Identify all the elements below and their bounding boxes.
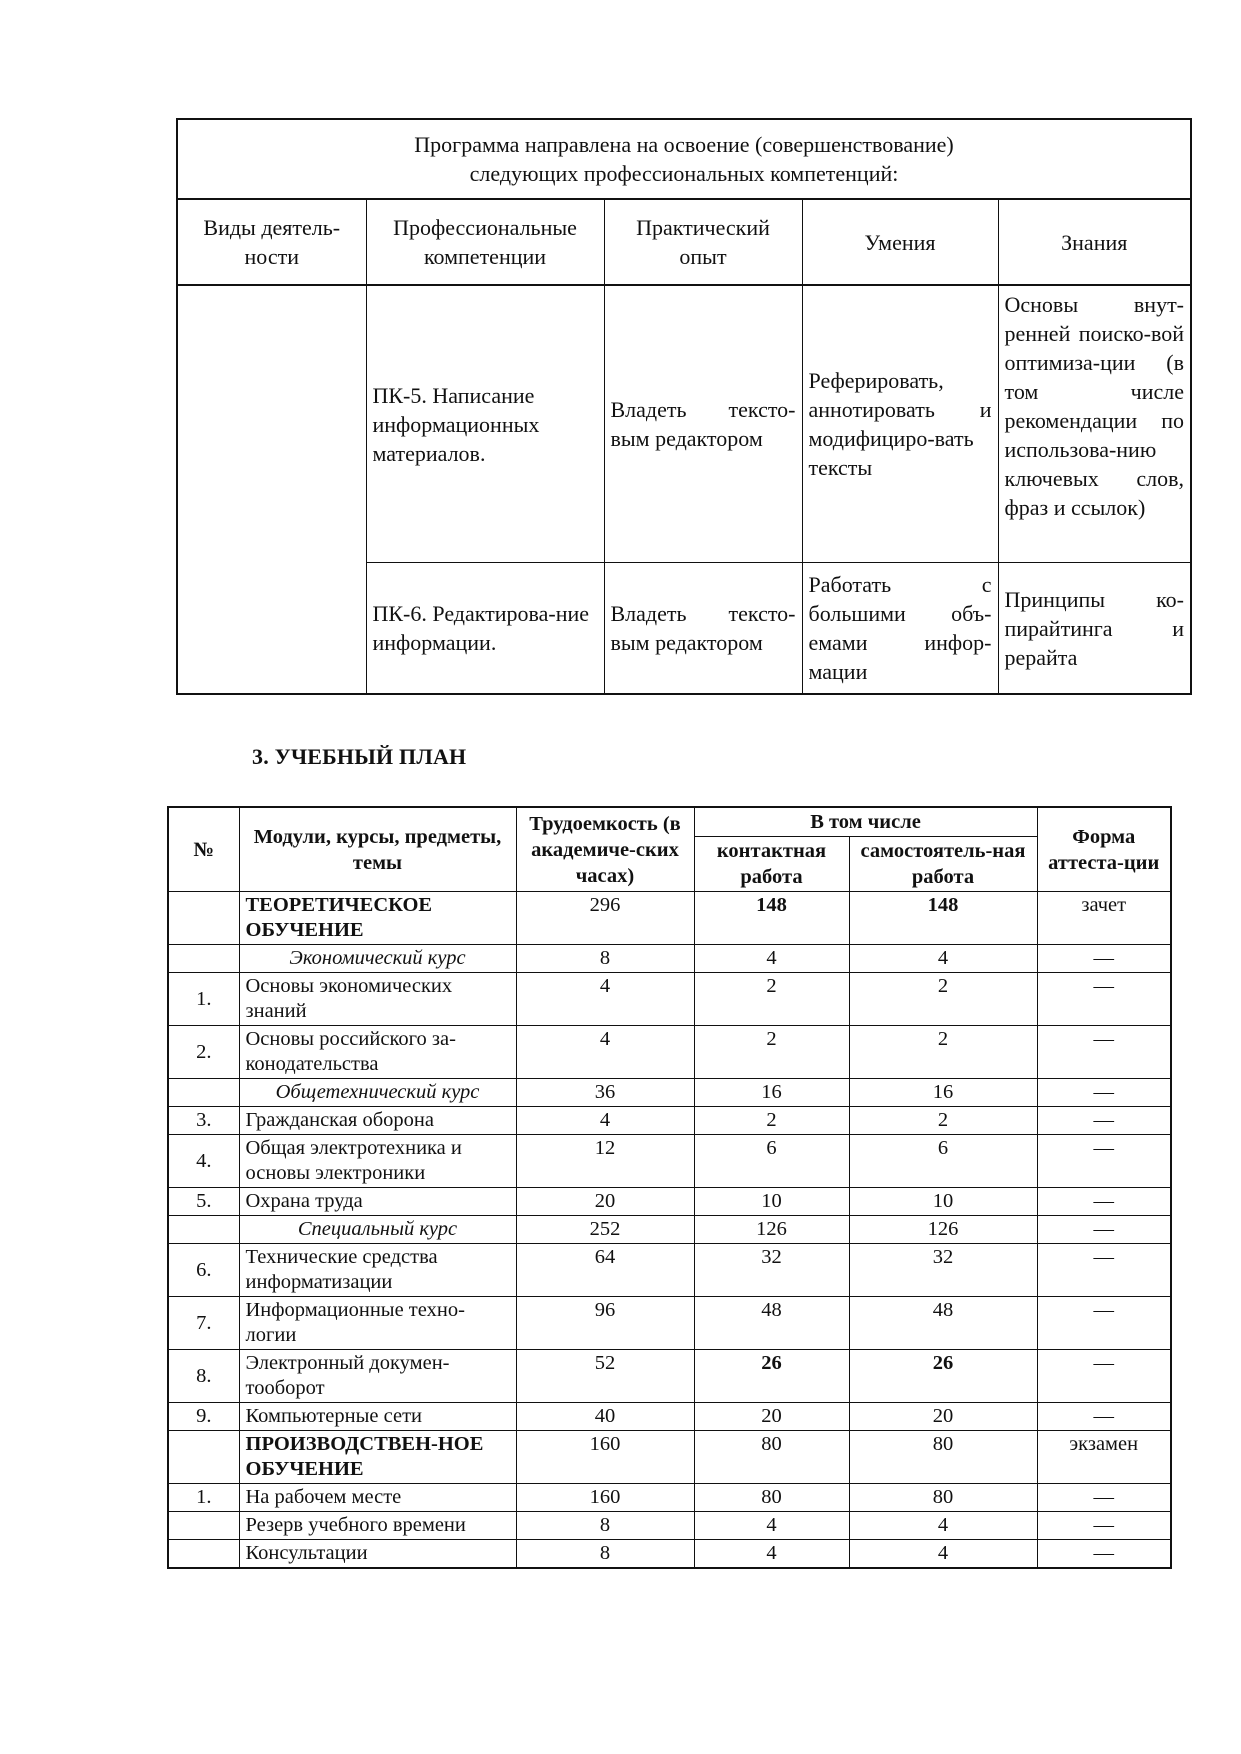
row-number bbox=[168, 892, 239, 945]
experience-cell: Владеть тексто-вым редактором bbox=[604, 563, 802, 695]
subject-row bbox=[168, 1403, 1171, 1431]
row-contact-hours: 2 bbox=[694, 1107, 849, 1135]
row-name: Охрана труда bbox=[239, 1188, 516, 1216]
row-name: Специальный курс bbox=[239, 1216, 516, 1244]
header-modules: Модули, курсы, предметы, темы bbox=[239, 807, 516, 892]
row-number: 4. bbox=[168, 1135, 239, 1188]
knowledge-cell: Принципы ко-пирайтинга и рерайта bbox=[998, 563, 1191, 695]
competence-cell: ПК-5. Написание информационных материалов. bbox=[366, 285, 604, 563]
row-attestation-form: — bbox=[1037, 1079, 1171, 1107]
row-name: Электронный докумен-тооборот bbox=[239, 1350, 516, 1403]
row-name: ТЕОРЕТИЧЕСКОЕ ОБУЧЕНИЕ bbox=[239, 892, 516, 945]
subject-row bbox=[168, 973, 1171, 1026]
row-contact-hours: 2 bbox=[694, 973, 849, 1026]
row-independent-hours: 148 bbox=[849, 892, 1037, 945]
header-independent-work: самостоятель-ная работа bbox=[849, 837, 1037, 892]
row-hours: 8 bbox=[516, 1540, 694, 1569]
row-number: 7. bbox=[168, 1297, 239, 1350]
header-contact-work: контактная работа bbox=[694, 837, 849, 892]
section-title: 3. УЧЕБНЫЙ ПЛАН bbox=[252, 744, 467, 769]
header-skills: Умения bbox=[802, 199, 998, 285]
row-number: 1. bbox=[168, 1484, 239, 1512]
row-hours: 64 bbox=[516, 1244, 694, 1297]
row-name: Общая электротехника и основы электроники bbox=[239, 1135, 516, 1188]
row-attestation-form: — bbox=[1037, 1188, 1171, 1216]
knowledge-cell: Основы внут-ренней поиско-вой оптимиза-ции (в том числе рекомендации по использова-нию ключевых слов, фраз и ссылок) bbox=[998, 285, 1191, 563]
row-contact-hours: 20 bbox=[694, 1403, 849, 1431]
row-attestation-form: — bbox=[1037, 1540, 1171, 1569]
row-attestation-form: — bbox=[1037, 945, 1171, 973]
row-name: Консультации bbox=[239, 1540, 516, 1569]
row-hours: 160 bbox=[516, 1431, 694, 1484]
row-hours: 96 bbox=[516, 1297, 694, 1350]
row-attestation-form: — bbox=[1037, 1216, 1171, 1244]
row-hours: 252 bbox=[516, 1216, 694, 1244]
row-independent-hours: 80 bbox=[849, 1484, 1037, 1512]
activity-cell bbox=[177, 285, 366, 694]
row-attestation-form: — bbox=[1037, 1297, 1171, 1350]
row-hours: 8 bbox=[516, 1512, 694, 1540]
subject-row bbox=[168, 1188, 1171, 1216]
row-name: На рабочем месте bbox=[239, 1484, 516, 1512]
study-plan-body bbox=[168, 892, 1171, 1569]
row-contact-hours: 6 bbox=[694, 1135, 849, 1188]
competencies-table bbox=[176, 118, 1192, 695]
row-number bbox=[168, 945, 239, 973]
row-independent-hours: 2 bbox=[849, 973, 1037, 1026]
header-hours: Трудоемкость (в академиче-ских часах) bbox=[516, 807, 694, 892]
row-hours: 40 bbox=[516, 1403, 694, 1431]
competencies-title-line2: следующих профессиональных компетенций: bbox=[469, 161, 899, 186]
row-number: 2. bbox=[168, 1026, 239, 1079]
subject-row bbox=[168, 1540, 1171, 1569]
row-hours: 12 bbox=[516, 1135, 694, 1188]
row-number bbox=[168, 1079, 239, 1107]
course-row bbox=[168, 945, 1171, 973]
row-contact-hours: 10 bbox=[694, 1188, 849, 1216]
row-independent-hours: 126 bbox=[849, 1216, 1037, 1244]
header-attestation: Форма аттеста-ции bbox=[1037, 807, 1171, 892]
row-contact-hours: 4 bbox=[694, 945, 849, 973]
row-hours: 4 bbox=[516, 973, 694, 1026]
row-name: Компьютерные сети bbox=[239, 1403, 516, 1431]
course-row bbox=[168, 1079, 1171, 1107]
competencies-title-line1: Программа направлена на освоение (совершенствование) bbox=[414, 132, 954, 157]
row-hours: 52 bbox=[516, 1350, 694, 1403]
row-attestation-form: — bbox=[1037, 973, 1171, 1026]
row-hours: 4 bbox=[516, 1026, 694, 1079]
row-hours: 8 bbox=[516, 945, 694, 973]
section-row bbox=[168, 1431, 1171, 1484]
row-hours: 36 bbox=[516, 1079, 694, 1107]
subject-row bbox=[168, 1135, 1171, 1188]
subject-row bbox=[168, 1026, 1171, 1079]
row-number: 5. bbox=[168, 1188, 239, 1216]
row-independent-hours: 10 bbox=[849, 1188, 1037, 1216]
row-independent-hours: 26 bbox=[849, 1350, 1037, 1403]
row-number bbox=[168, 1431, 239, 1484]
row-contact-hours: 80 bbox=[694, 1484, 849, 1512]
row-contact-hours: 16 bbox=[694, 1079, 849, 1107]
row-contact-hours: 2 bbox=[694, 1026, 849, 1079]
section-row bbox=[168, 892, 1171, 945]
row-name: Общетехнический курс bbox=[239, 1079, 516, 1107]
subject-row bbox=[168, 1244, 1171, 1297]
header-practical-experience: Практический опыт bbox=[604, 199, 802, 285]
row-independent-hours: 80 bbox=[849, 1431, 1037, 1484]
subject-row bbox=[168, 1297, 1171, 1350]
row-number: 1. bbox=[168, 973, 239, 1026]
row-name: Информационные техно-логии bbox=[239, 1297, 516, 1350]
row-hours: 20 bbox=[516, 1188, 694, 1216]
row-independent-hours: 2 bbox=[849, 1107, 1037, 1135]
row-attestation-form: — bbox=[1037, 1350, 1171, 1403]
competency-row bbox=[177, 285, 1191, 563]
row-independent-hours: 32 bbox=[849, 1244, 1037, 1297]
study-plan-table bbox=[167, 806, 1172, 1569]
row-contact-hours: 80 bbox=[694, 1431, 849, 1484]
competence-cell: ПК-6. Редактирова-ние информации. bbox=[366, 563, 604, 695]
row-contact-hours: 126 bbox=[694, 1216, 849, 1244]
header-activity-types: Виды деятель- ности bbox=[177, 199, 366, 285]
row-number bbox=[168, 1540, 239, 1569]
row-independent-hours: 6 bbox=[849, 1135, 1037, 1188]
row-contact-hours: 148 bbox=[694, 892, 849, 945]
header-including: В том числе bbox=[694, 807, 1037, 837]
row-attestation-form: — bbox=[1037, 1244, 1171, 1297]
row-contact-hours: 26 bbox=[694, 1350, 849, 1403]
row-attestation-form: экзамен bbox=[1037, 1431, 1171, 1484]
row-independent-hours: 4 bbox=[849, 1540, 1037, 1569]
row-independent-hours: 16 bbox=[849, 1079, 1037, 1107]
row-name: Экономический курс bbox=[239, 945, 516, 973]
row-name: Основы экономических знаний bbox=[239, 973, 516, 1026]
row-number: 8. bbox=[168, 1350, 239, 1403]
header-knowledge: Знания bbox=[998, 199, 1191, 285]
row-name: Резерв учебного времени bbox=[239, 1512, 516, 1540]
subject-row bbox=[168, 1512, 1171, 1540]
row-number: 9. bbox=[168, 1403, 239, 1431]
row-number bbox=[168, 1216, 239, 1244]
row-hours: 296 bbox=[516, 892, 694, 945]
row-independent-hours: 4 bbox=[849, 1512, 1037, 1540]
row-attestation-form: — bbox=[1037, 1484, 1171, 1512]
row-number: 3. bbox=[168, 1107, 239, 1135]
row-contact-hours: 32 bbox=[694, 1244, 849, 1297]
row-name: ПРОИЗВОДСТВЕН-НОЕ ОБУЧЕНИЕ bbox=[239, 1431, 516, 1484]
subject-row bbox=[168, 1350, 1171, 1403]
course-row bbox=[168, 1216, 1171, 1244]
row-contact-hours: 48 bbox=[694, 1297, 849, 1350]
row-hours: 160 bbox=[516, 1484, 694, 1512]
row-attestation-form: — bbox=[1037, 1026, 1171, 1079]
row-contact-hours: 4 bbox=[694, 1540, 849, 1569]
subject-row bbox=[168, 1107, 1171, 1135]
row-independent-hours: 2 bbox=[849, 1026, 1037, 1079]
row-attestation-form: — bbox=[1037, 1512, 1171, 1540]
row-name: Гражданская оборона bbox=[239, 1107, 516, 1135]
experience-cell: Владеть тексто-вым редактором bbox=[604, 285, 802, 563]
header-professional-competencies: Профессиональные компетенции bbox=[366, 199, 604, 285]
skills-cell: Работать с большими объ-емами инфор-мации bbox=[802, 563, 998, 695]
row-name: Основы российского за-конодательства bbox=[239, 1026, 516, 1079]
skills-cell: Реферировать, аннотировать и модифициро-вать тексты bbox=[802, 285, 998, 563]
row-attestation-form: — bbox=[1037, 1135, 1171, 1188]
row-number bbox=[168, 1512, 239, 1540]
row-name: Технические средства информатизации bbox=[239, 1244, 516, 1297]
row-independent-hours: 48 bbox=[849, 1297, 1037, 1350]
row-attestation-form: зачет bbox=[1037, 892, 1171, 945]
row-contact-hours: 4 bbox=[694, 1512, 849, 1540]
row-independent-hours: 4 bbox=[849, 945, 1037, 973]
subject-row bbox=[168, 1484, 1171, 1512]
row-hours: 4 bbox=[516, 1107, 694, 1135]
header-num: № bbox=[168, 807, 239, 892]
row-independent-hours: 20 bbox=[849, 1403, 1037, 1431]
row-attestation-form: — bbox=[1037, 1107, 1171, 1135]
row-number: 6. bbox=[168, 1244, 239, 1297]
competencies-table-title bbox=[177, 119, 1191, 199]
row-attestation-form: — bbox=[1037, 1403, 1171, 1431]
